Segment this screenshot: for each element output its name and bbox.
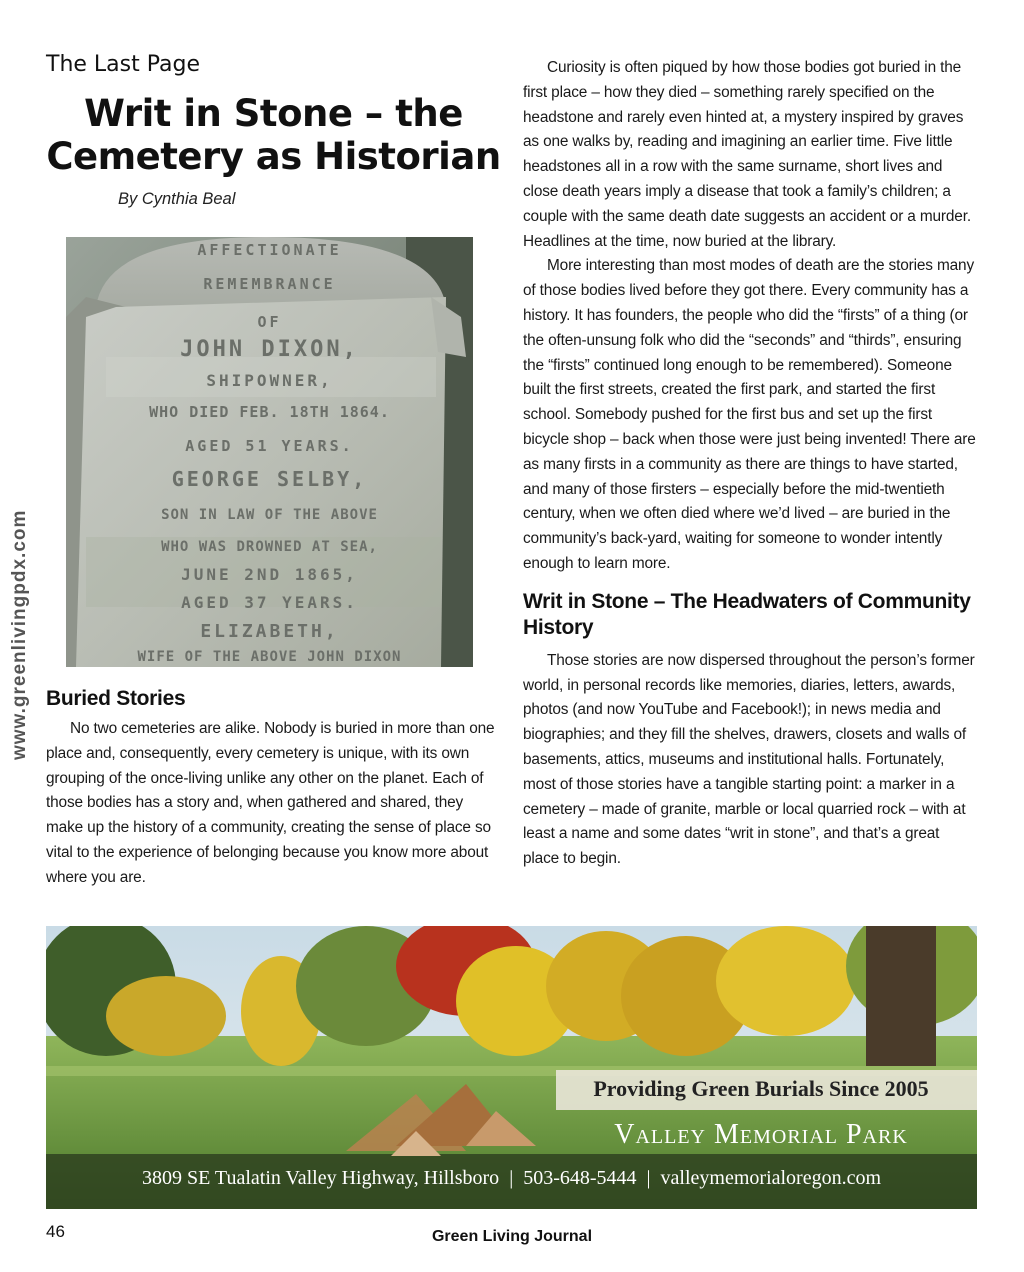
headstone-photo — [66, 237, 473, 667]
headstone-line: JOHN DIXON, — [180, 337, 359, 362]
headwaters-heading: Writ in Stone – The Headwaters of Community History — [523, 589, 971, 639]
headstone-line: AGED 51 YEARS. — [185, 437, 354, 455]
buried-stories-section — [46, 686, 501, 891]
right-column — [523, 56, 978, 872]
ad-separator: | — [509, 1167, 514, 1189]
sidebar-url: www.greenlivingpdx.com — [9, 509, 30, 760]
ad-separator: | — [646, 1167, 651, 1189]
page-number: 46 — [46, 1222, 65, 1241]
publication-name: Green Living Journal — [431, 1228, 593, 1245]
headstone-line: JUNE 2ND 1865, — [181, 565, 358, 584]
headstone-line: WHO DIED FEB. 18TH 1864. — [149, 403, 390, 421]
paragraph-dispersed: Those stories are now dispersed throughout the person’s former world, in personal records like memories, diaries, letters, awards, photos (and now YouTube and Facebook!); in news media and biographies; and they fill the shelves, drawers, closets and walls of basements, attics, museums and institutional halls. Fortunately, most of those stories have a tangible starting point: a marker in a cemetery – made of granite, marble or local quarried rock – with at least a name and some dates “writ in stone”, and that’s a great place to begin. — [523, 651, 975, 868]
ad-park-name: Valley Memorial Park — [614, 1119, 908, 1150]
ad-phone[interactable]: 503-648-5444 — [523, 1167, 637, 1189]
headstone-line: OF — [257, 313, 282, 331]
headstone-line: SON IN LAW OF THE ABOVE — [161, 507, 378, 523]
headstone-line: AGED 37 YEARS. — [181, 593, 358, 612]
title-line-1: Writ in Stone – the — [84, 92, 463, 135]
headstone-line: WHO WAS DROWNED AT SEA, — [161, 539, 378, 555]
headstone-line: WIFE OF THE ABOVE JOHN DIXON — [137, 649, 402, 665]
headstone-line: ELIZABETH, — [200, 621, 339, 642]
buried-stories-heading: Buried Stories — [46, 687, 186, 710]
ad-address: 3809 SE Tualatin Valley Highway, Hillsboro — [141, 1167, 500, 1189]
headstone-line: AFFECTIONATE — [197, 241, 342, 259]
section-label: The Last Page — [46, 52, 200, 77]
ad-contact-line — [46, 1167, 977, 1190]
headstone-line: GEORGE SELBY, — [171, 467, 368, 491]
article-title — [46, 92, 501, 178]
valley-memorial-ad[interactable] — [46, 926, 977, 1209]
ad-website-link[interactable]: valleymemorialoregon.com — [660, 1167, 882, 1189]
byline: By Cynthia Beal — [118, 190, 236, 208]
title-line-2: Cemetery as Historian — [46, 135, 501, 178]
buried-stories-paragraph: No two cemeteries are alike. Nobody is buried in more than one place and, consequently, every cemetery is unique, with its own grouping of the once-living unlike any other on the planet. Each of those bodies has a story and, when gathered and shared, they make up the history of a community, creating the sense of place so vital to the experience of belonging because you know more about where you are. — [46, 720, 495, 886]
paragraph-curiosity: Curiosity is often piqued by how those bodies got buried in the first place – how they died – something rarely specified on the headstone and rarely even hinted at, a mystery inspired by graves as one walks by, reading and imagining an earlier time. Five little headstones all in a row with the same surname, short lives and close death years imply a disease that took a family’s children; a couple with the same death date suggests an accident or a murder. Headlines at the time, now buried at the library. — [523, 59, 971, 250]
headstone-line: SHIPOWNER, — [206, 371, 333, 390]
headstone-line: REMEMBRANCE — [203, 275, 336, 293]
paragraph-stories: More interesting than most modes of death are the stories many of those bodies lived before they got there. Every community has a history. It has founders, the people who did the “firsts” of a thing (or the often-unsung folk who did the “seconds” and “thirds”, ensuring the “firsts” continued long enough to be remembered). Someone built the first streets, created the first park, and started the first school. Somebody pushed for the first bus and set up the first bicycle shop – back when those were just being invented! There are as many firsts in a community as there are things to have started, and many of those firsters – especially before the mid-twentieth century, when we often died where we’d lived – are buried in the community’s back-yard, waiting for someone to wonder intently enough to learn more. — [523, 257, 976, 572]
ad-tagline: Providing Green Burials Since 2005 — [593, 1076, 929, 1101]
